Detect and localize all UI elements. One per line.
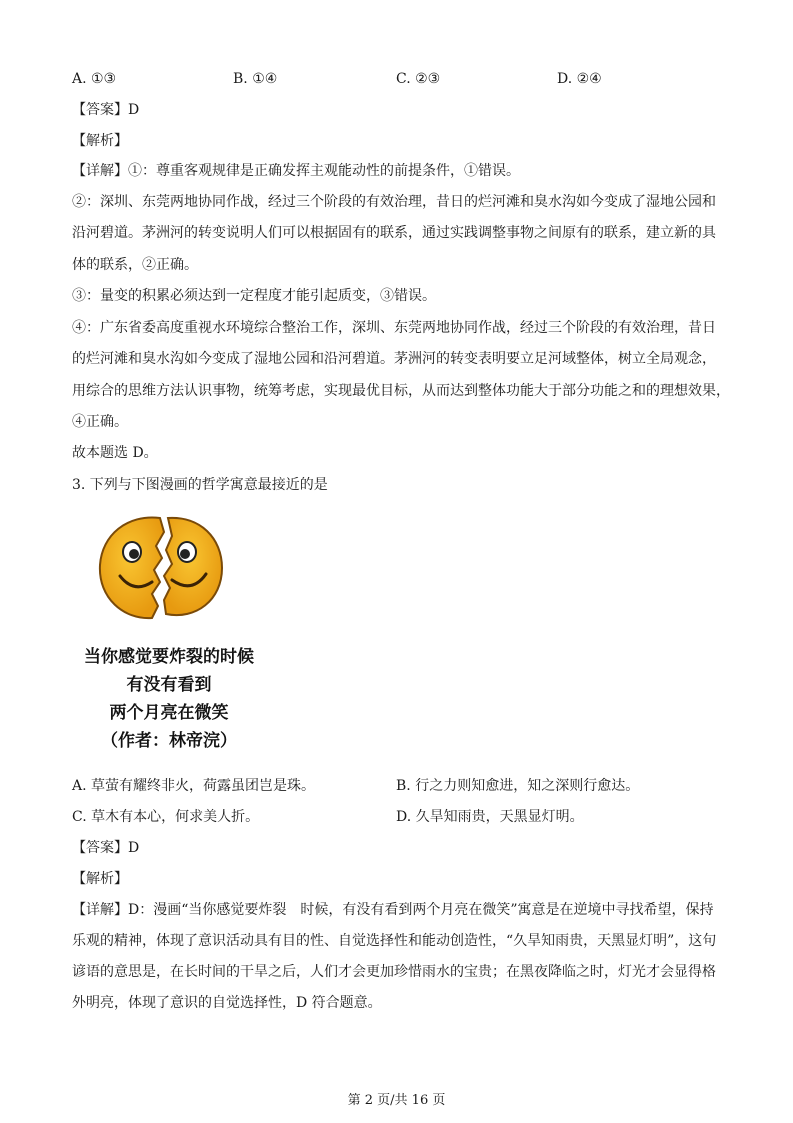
q3-detail-line: 乐观的精神，体现了意识活动具有目的性、自觉选择性和能动创造性，“久旱知雨贵，天黑显灯明”，这句 bbox=[72, 933, 717, 949]
broken-smiley-icon bbox=[72, 510, 267, 760]
q3-answer: 【答案】D bbox=[72, 840, 140, 856]
q2-option-a: A. ①③ bbox=[72, 71, 117, 87]
cartoon-caption-line-4: （作者：林帝浣） bbox=[101, 731, 237, 751]
q2-option-b: B. ①④ bbox=[233, 71, 278, 87]
q3-option-a: A. 草萤有耀终非火，荷露虽团岂是珠。 bbox=[72, 778, 316, 794]
q2-option-d: D. ②④ bbox=[557, 71, 602, 87]
q3-analysis-label: 【解析】 bbox=[72, 871, 128, 887]
q2-detail-line: 的烂河滩和臭水沟如今变成了湿地公园和沿河碧道。茅洲河的转变表明要立足河域整体，树立全局观念， bbox=[72, 351, 716, 367]
q2-detail-line: 用综合的思维方法认识事物，统筹考虑，实现最优目标，从而达到整体功能大于部分功能之和的理想效果， bbox=[72, 383, 730, 399]
q2-detail-line: 沿河碧道。茅洲河的转变说明人们可以根据固有的联系，通过实践调整事物之间原有的联系，建立新的具 bbox=[72, 225, 716, 241]
q2-answer: 【答案】D bbox=[72, 102, 140, 118]
q2-detail-line: 【详解】①：尊重客观规律是正确发挥主观能动性的前提条件，①错误。 bbox=[72, 163, 520, 179]
q3-detail-line: 谚语的意思是，在长时间的干旱之后，人们才会更加珍惜雨水的宝贵；在黑夜降临之时，灯光才会显得格 bbox=[72, 964, 716, 980]
q2-detail-line: ④正确。 bbox=[72, 414, 128, 430]
q3-detail-line: 外明亮，体现了意识的自觉选择性，D 符合题意。 bbox=[72, 995, 382, 1011]
cartoon-caption-line-3: 两个月亮在微笑 bbox=[109, 703, 229, 723]
q3-option-b: B. 行之力则知愈进，知之深则行愈达。 bbox=[396, 778, 640, 794]
q3-options-row-2 bbox=[0, 806, 793, 828]
q3-options-row-1 bbox=[0, 775, 793, 797]
q3-option-d: D. 久旱知雨贵，天黑显灯明。 bbox=[396, 809, 584, 825]
q2-analysis-label: 【解析】 bbox=[72, 133, 128, 149]
q3-option-c: C. 草木有本心，何求美人折。 bbox=[72, 809, 260, 825]
cartoon-caption-line-2: 有没有看到 bbox=[126, 675, 212, 695]
q2-option-c: C. ②③ bbox=[396, 71, 441, 87]
q2-detail-line: 故本题选 D。 bbox=[72, 445, 158, 461]
q3-stem: 3. 下列与下图漫画的哲学寓意最接近的是 bbox=[72, 477, 328, 493]
q3-detail-line: 【详解】D：漫画“当你感觉要炸裂 时候，有没有看到两个月亮在微笑”寓意是在逆境中寻找希望，保持 bbox=[72, 902, 714, 918]
page-footer: 第 2 页/共 16 页 bbox=[347, 1093, 446, 1108]
q2-options bbox=[0, 68, 793, 90]
q2-detail-line: ②：深圳、东莞两地协同作战，经过三个阶段的有效治理，昔日的烂河滩和臭水沟如今变成了湿地公园和 bbox=[72, 194, 716, 210]
cartoon-caption-line-1: 当你感觉要炸裂的时候 bbox=[84, 647, 254, 667]
cartoon-image bbox=[72, 510, 267, 760]
q2-detail-line: ④：广东省委高度重视水环境综合整治工作，深圳、东莞两地协同作战，经过三个阶段的有效治理，昔日 bbox=[72, 320, 716, 336]
q2-detail-line: ③：量变的积累必须达到一定程度才能引起质变，③错误。 bbox=[72, 288, 436, 304]
q2-detail-line: 体的联系，②正确。 bbox=[72, 257, 198, 273]
